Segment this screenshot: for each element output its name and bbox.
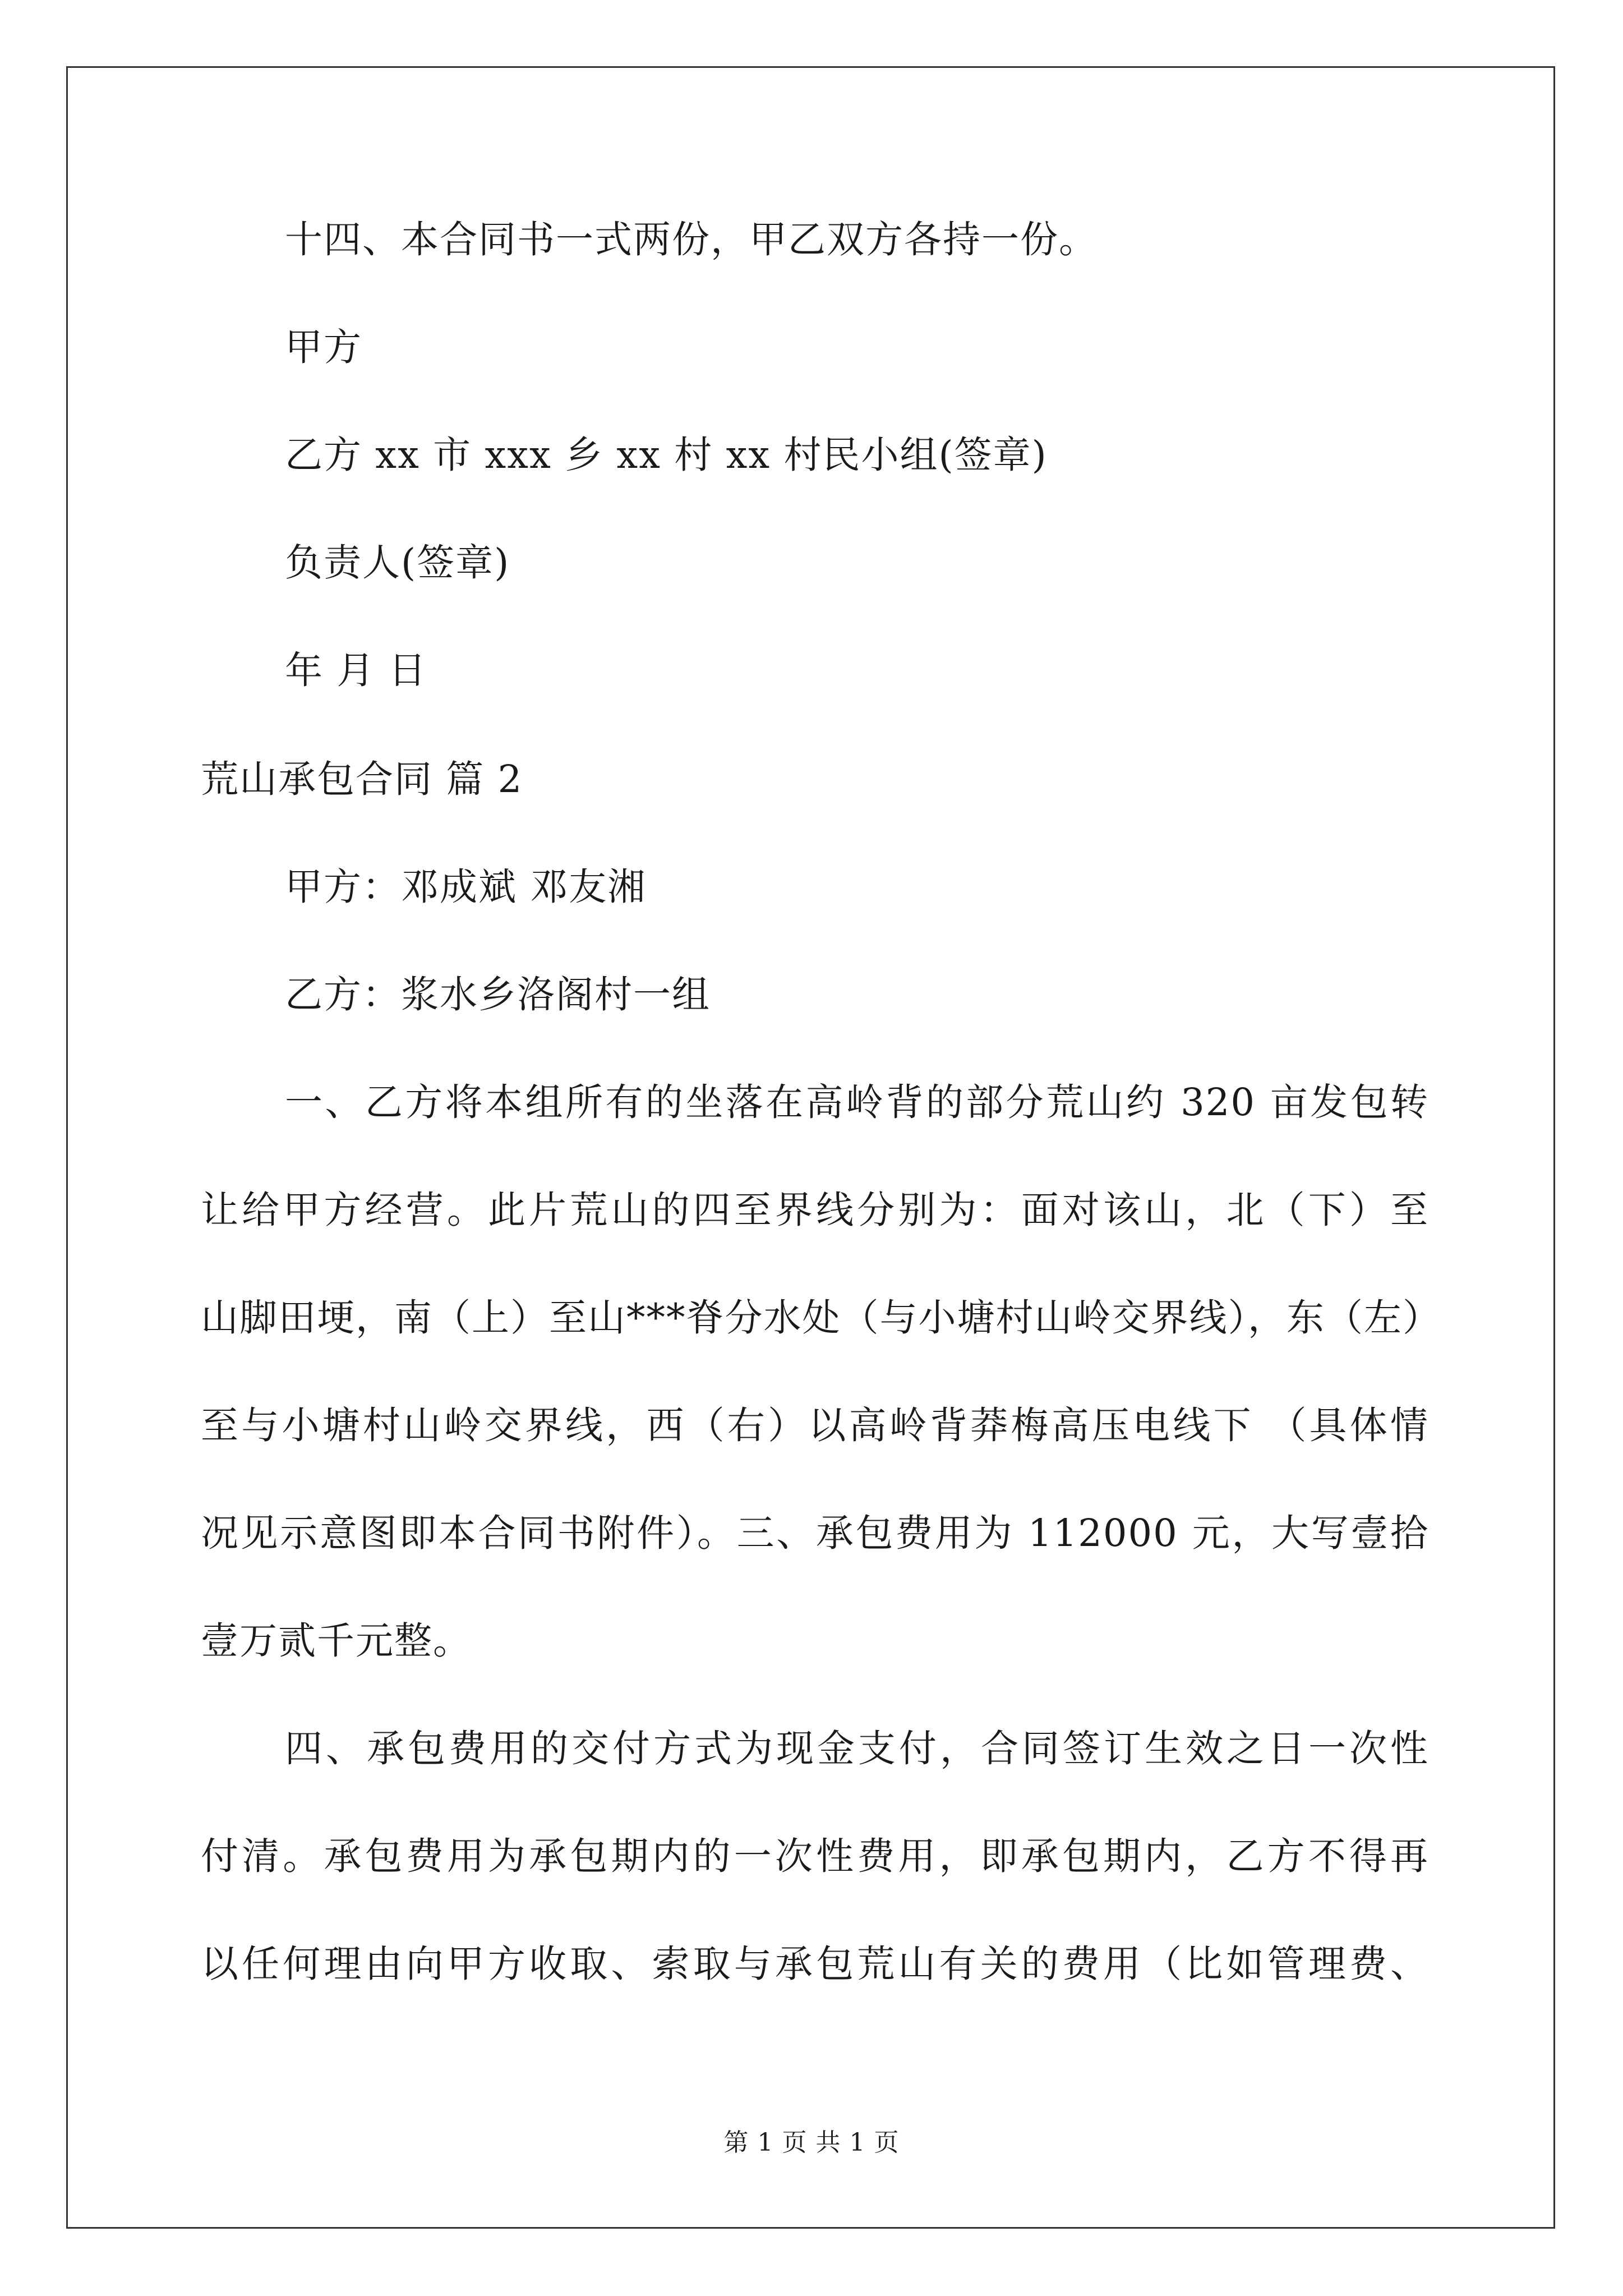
date-line: 年 月 日 (285, 648, 427, 692)
clause-1-line-2: 让给甲方经营。此片荒山的四至界线分别为：面对该山，北（下）至 (201, 1188, 1429, 1232)
clause-1-line-3: 山脚田埂，南（上）至山***脊分水处（与小塘村山岭交界线），东（左） (201, 1296, 1441, 1340)
party-b-line: 乙方：浆水乡洛阁村一组 (285, 973, 711, 1016)
responsible-person-line: 负责人(签章) (285, 541, 510, 585)
party-a-signature-line: 甲方 (285, 325, 362, 369)
clause-1-line-1: 一、乙方将本组所有的坐落在高岭背的部分荒山约 320 亩发包转 (285, 1080, 1429, 1124)
section-title: 荒山承包合同 篇 2 (201, 757, 523, 801)
party-b-signature-line: 乙方 xx 市 xxx 乡 xx 村 xx 村民小组(签章) (285, 433, 1048, 477)
page-border (66, 66, 1555, 2229)
clause-1-line-5: 况见示意图即本合同书附件）。三、承包费用为 112000 元，大写壹拾 (201, 1511, 1429, 1555)
page-footer: 第 1 页 共 1 页 (723, 2128, 900, 2157)
clause-1-line-4: 至与小塘村山岭交界线，西（右）以高岭背莽梅高压电线下 （具体情 (201, 1404, 1429, 1447)
clause-4-line-3: 以任何理由向甲方收取、索取与承包荒山有关的费用（比如管理费、 (201, 1942, 1429, 1986)
party-a-line: 甲方：邓成斌 邓友湘 (285, 865, 647, 909)
clause-4-line-2: 付清。承包费用为承包期内的一次性费用，即承包期内，乙方不得再 (201, 1834, 1429, 1878)
clause-14: 十四、本合同书一式两份，甲乙双方各持一份。 (285, 218, 1098, 261)
clause-1-line-6: 壹万贰千元整。 (201, 1619, 472, 1663)
clause-4-line-1: 四、承包费用的交付方式为现金支付，合同签订生效之日一次性 (285, 1727, 1429, 1770)
